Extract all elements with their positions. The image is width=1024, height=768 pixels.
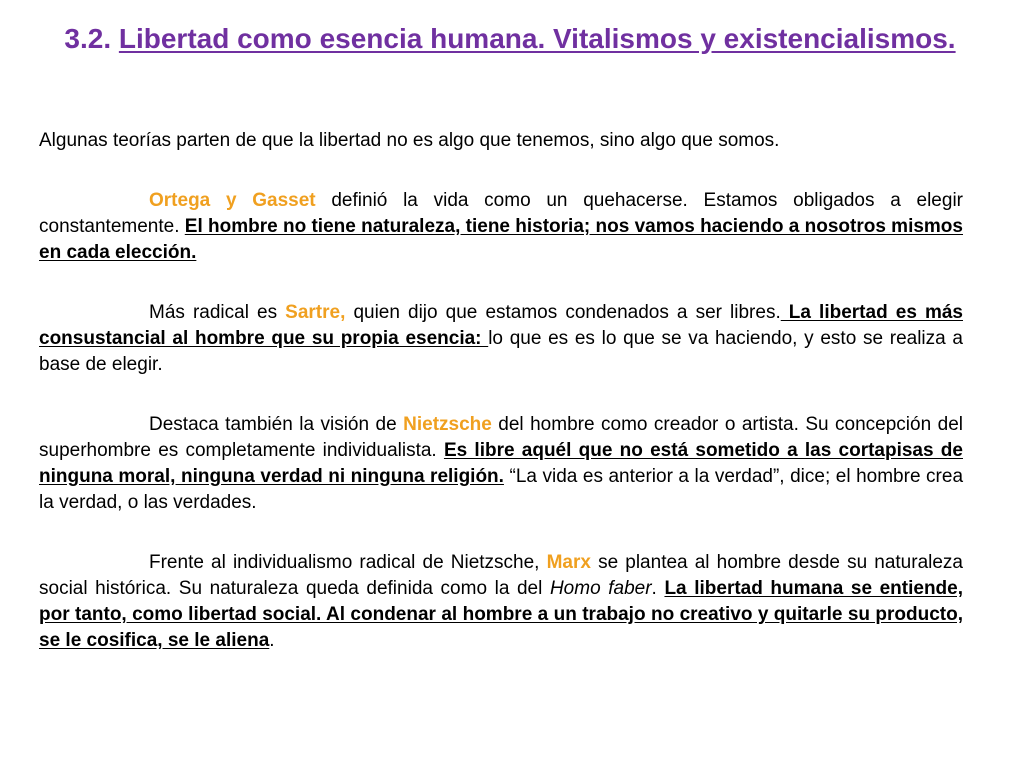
- marx-paragraph: [39, 550, 963, 654]
- slide-body: [39, 128, 963, 654]
- ortega-text: definió la vida como un quehacerse. Estamos obligados a elegir constantemente.: [39, 190, 963, 237]
- sartre-text-1: Más radical es: [149, 302, 286, 323]
- title-text: Libertad como esencia humana. Vitalismos y existencialismos.: [118, 23, 956, 54]
- sartre-emphasis: La libertad es más consustancial al hombre que su propia esencia:: [39, 302, 963, 349]
- intro-text: Algunas teorías parten de que la libertad no es algo que tenemos, sino algo que somos.: [39, 130, 780, 151]
- sartre-name: Sartre,: [285, 302, 346, 323]
- marx-text-1: Frente al individualismo radical de Nietzsche,: [149, 552, 547, 573]
- slide-title: [60, 22, 960, 56]
- sartre-text-3: lo que es es lo que se va haciendo, y esto se realiza a base de elegir.: [39, 328, 963, 375]
- marx-homo-faber: Homo faber: [549, 578, 652, 599]
- marx-text-4: .: [269, 630, 275, 651]
- nietzsche-emphasis: Es libre aquél que no está sometido a las cortapisas de ninguna moral, ninguna verdad ni ninguna religión.: [39, 440, 963, 487]
- nietzsche-name: Nietzsche: [403, 414, 492, 435]
- ortega-name: Ortega y Gasset: [149, 190, 316, 211]
- marx-emphasis: La libertad humana se entiende, por tanto, como libertad social. Al condenar al hombre a un trabajo no creativo y quitarle su producto, se le cosifica, se le aliena: [39, 578, 964, 651]
- sartre-text-2: quien dijo que estamos condenados a ser libres.: [345, 302, 781, 323]
- nietzsche-text-1: Destaca también la visión de: [149, 414, 404, 435]
- nietzsche-text-2: del hombre como creador o artista. Su concepción del superhombre es completamente individualista.: [39, 414, 963, 461]
- nietzsche-paragraph: [39, 412, 963, 516]
- title-number: 3.2.: [64, 23, 119, 54]
- nietzsche-text-3: “La vida es anterior a la verdad”, dice; el hombre crea la verdad, o las verdades.: [39, 466, 964, 513]
- marx-name: Marx: [546, 552, 591, 573]
- ortega-paragraph: [39, 188, 963, 266]
- intro-paragraph: [39, 128, 963, 154]
- marx-text-2: se plantea al hombre desde su naturaleza social histórica. Su naturaleza queda definida como la del: [39, 552, 963, 599]
- ortega-emphasis: El hombre no tiene naturaleza, tiene historia; nos vamos haciendo a nosotros mismos en cada elección.: [39, 216, 963, 263]
- marx-text-3: .: [651, 578, 665, 599]
- sartre-paragraph: [39, 300, 963, 378]
